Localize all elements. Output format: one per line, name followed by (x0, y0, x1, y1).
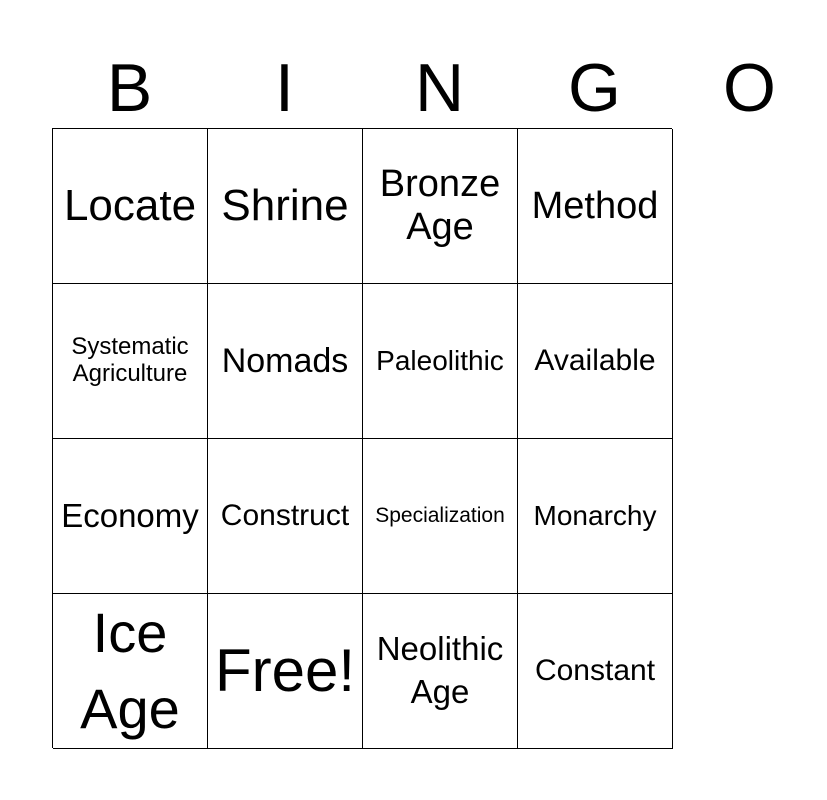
bingo-cell[interactable] (53, 439, 208, 594)
cell-label: Neolithic Age (376, 630, 504, 710)
bingo-cell[interactable] (53, 284, 208, 439)
bingo-cell[interactable] (53, 129, 208, 284)
cell-label: Bronze Age (379, 163, 501, 248)
header-letter-o: O (723, 50, 776, 126)
bingo-cell[interactable] (208, 284, 363, 439)
free-space-cell[interactable] (208, 594, 363, 749)
cell-label: Paleolithic (376, 345, 504, 377)
bingo-header (52, 48, 776, 128)
bingo-cell[interactable] (363, 129, 518, 284)
bingo-cell[interactable] (363, 439, 518, 594)
free-space-label: Free! (214, 637, 356, 705)
header-letter-i: I (275, 50, 294, 126)
header-letter-b: B (106, 50, 153, 126)
cell-label: Economy (61, 496, 199, 534)
bingo-cell[interactable] (208, 439, 363, 594)
bingo-cell[interactable] (518, 594, 673, 749)
cell-label: Constant (534, 654, 656, 688)
cell-label: Construct (220, 499, 350, 533)
cell-label: Systematic Agriculture (71, 333, 189, 387)
cell-label: Specialization (375, 504, 505, 528)
bingo-cell[interactable] (208, 129, 363, 284)
header-letter-n: N (414, 50, 465, 126)
bingo-cell[interactable] (518, 284, 673, 439)
bingo-cell[interactable] (53, 594, 208, 749)
cell-label: Method (531, 184, 659, 227)
bingo-cell[interactable] (518, 439, 673, 594)
cell-label: Available (534, 344, 656, 378)
cell-label: Monarchy (533, 500, 657, 532)
header-letter-g: G (568, 50, 621, 126)
bingo-cell[interactable] (363, 284, 518, 439)
bingo-cell[interactable] (518, 129, 673, 284)
cell-label: Nomads (221, 341, 349, 380)
bingo-cell[interactable] (363, 594, 518, 749)
cell-label: Shrine (221, 181, 349, 231)
cell-label: Ice Age (80, 601, 180, 740)
cell-label: Locate (63, 181, 197, 231)
bingo-board (52, 128, 672, 748)
